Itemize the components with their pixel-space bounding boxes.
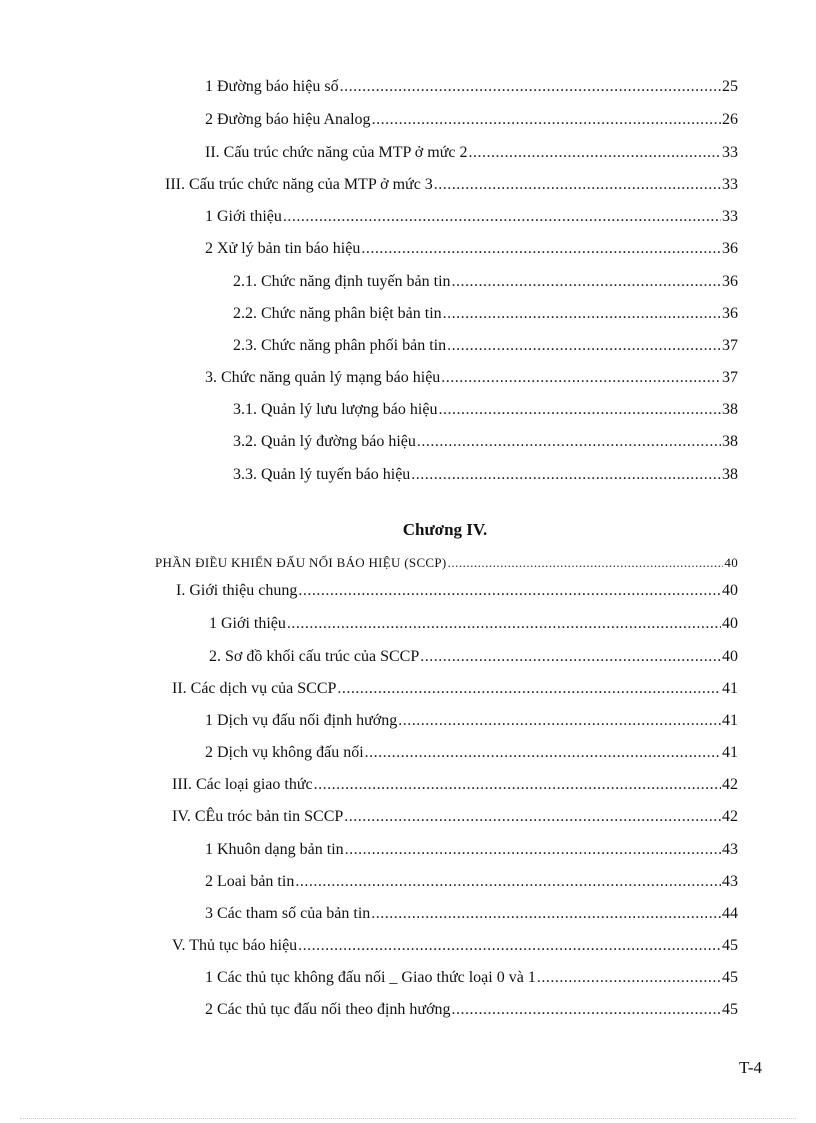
dot-leader [287, 614, 721, 634]
dot-leader [452, 272, 721, 292]
dot-leader [298, 936, 721, 956]
dot-leader [337, 679, 721, 699]
dot-leader [448, 553, 724, 573]
dot-leader [314, 775, 721, 795]
toc-entry [205, 207, 738, 227]
toc-entry-page: 37 [722, 369, 738, 386]
toc-entry-page: 45 [722, 937, 738, 954]
toc-entry [205, 77, 738, 97]
toc-entry-label: IV. CÊu tróc bản tin SCCP [172, 808, 344, 825]
toc-entry-label: II. Cấu trúc chức năng của MTP ở mức 2 [205, 144, 468, 161]
toc-entry [155, 553, 738, 573]
toc-entry-label: I. Giới thiệu chung [176, 582, 298, 599]
dot-leader [345, 840, 721, 860]
dot-leader [438, 400, 721, 420]
toc-entry-label: 1 Các thủ tục không đấu nối _ Giao thức loại 0 và 1 [205, 969, 536, 986]
toc-entry-label: 3 Các tham số của bản tin [205, 905, 371, 922]
toc-entry [205, 711, 738, 731]
toc-entry-page: 40 [722, 615, 738, 632]
dot-leader [443, 304, 721, 324]
toc-entry-page: 33 [722, 144, 738, 161]
toc-entry-page: 42 [722, 808, 738, 825]
toc-entry-label: 2.1. Chức năng định tuyến bản tin [233, 273, 451, 290]
toc-entry [205, 143, 738, 163]
toc-entry [233, 432, 738, 452]
toc-entry-label: 2 Xử lý bản tin báo hiệu [205, 240, 361, 257]
toc-entry-label: 1 Dịch vụ đấu nối định hướng [205, 712, 398, 729]
toc-entry-page: 38 [722, 433, 738, 450]
dot-leader [468, 143, 721, 163]
toc-entry-label: 3.3. Quản lý tuyến báo hiệu [233, 466, 411, 483]
dot-leader [298, 581, 721, 601]
toc-entry [209, 614, 738, 634]
dot-leader [411, 465, 721, 485]
toc-entry-page: 26 [722, 111, 738, 128]
toc-entry-page: 40 [722, 582, 738, 599]
dot-leader [361, 239, 721, 259]
toc-entry-page: 45 [722, 1001, 738, 1018]
toc-entry-page: 45 [722, 969, 738, 986]
toc-entry [176, 581, 738, 601]
toc-entry-page: 38 [722, 401, 738, 418]
toc-entry [165, 175, 738, 195]
toc-entry-label: 1 Giới thiệu [209, 615, 286, 632]
toc-entry [233, 465, 738, 485]
toc-entry [205, 239, 738, 259]
toc-entry-page: 43 [722, 841, 738, 858]
toc-entry-label: III. Các loại giao thức [172, 776, 313, 793]
toc-entry [205, 872, 738, 892]
dot-leader [441, 368, 721, 388]
dot-leader [417, 432, 721, 452]
toc-entry-label: 2. Sơ đồ khối cấu trúc của SCCP [209, 648, 420, 665]
toc-entry-page: 25 [722, 78, 738, 95]
toc-entry [205, 1000, 738, 1020]
toc-entry [172, 775, 738, 795]
toc-entry [233, 336, 738, 356]
toc-entry-label: 2 Đường báo hiệu Analog [205, 111, 371, 128]
dot-leader [371, 904, 721, 924]
toc-entry-label: 2.3. Chức năng phân phối bản tin [233, 337, 447, 354]
toc-entry-page: 44 [722, 905, 738, 922]
toc-entry [205, 968, 738, 988]
toc-entry-label: 3.1. Quản lý lưu lượng báo hiệu [233, 401, 438, 418]
toc-entry-label: PHẦN ĐIỀU KHIỂN ĐẤU NỐI BÁO HIỆU (SCCP) [155, 555, 447, 570]
toc-entry-page: 36 [722, 305, 738, 322]
dot-leader [283, 207, 721, 227]
dot-leader [434, 175, 721, 195]
toc-entry-page: 37 [722, 337, 738, 354]
toc-entry-page: 43 [722, 873, 738, 890]
toc-entry-label: III. Cấu trúc chức năng của MTP ở mức 3 [165, 176, 433, 193]
toc-entry-page: 33 [722, 208, 738, 225]
toc-entry [172, 936, 738, 956]
toc-entry-label: 2 Dịch vụ không đấu nối [205, 744, 364, 761]
toc-entry-page: 36 [722, 273, 738, 290]
dot-leader [452, 1000, 721, 1020]
toc-entry [209, 647, 738, 667]
toc-entry-label: 1 Khuôn dạng bản tin [205, 841, 344, 858]
dot-leader [372, 110, 721, 130]
toc-entry-page: 40 [724, 555, 738, 570]
chapter-title: Chương IV. [402, 520, 488, 539]
page-number: T-4 [739, 1058, 762, 1077]
dot-leader [365, 743, 721, 763]
toc-entry-page: 36 [722, 240, 738, 257]
page-bottom-rule [20, 1118, 796, 1119]
toc-entry [205, 840, 738, 860]
toc-entry-page: 33 [722, 176, 738, 193]
dot-leader [344, 807, 721, 827]
dot-leader [398, 711, 721, 731]
toc-entry [172, 679, 738, 699]
toc-entry-page: 41 [722, 712, 738, 729]
dot-leader [340, 77, 721, 97]
toc-entry [233, 400, 738, 420]
toc-entry-label: 1 Đường báo hiệu số [205, 78, 339, 95]
toc-entry-label: 3. Chức năng quản lý mạng báo hiệu [205, 369, 441, 386]
toc-entry-label: 2 Các thủ tục đấu nối theo định hướng [205, 1001, 451, 1018]
toc-entry-page: 42 [722, 776, 738, 793]
toc-entry [205, 110, 738, 130]
toc-entry-page: 41 [722, 680, 738, 697]
toc-entry-page: 40 [722, 648, 738, 665]
toc-entry [205, 368, 738, 388]
dot-leader [537, 968, 721, 988]
toc-entry-label: 2 Loai bản tin [205, 873, 295, 890]
toc-entry [233, 304, 738, 324]
dot-leader [420, 647, 721, 667]
toc-entry-page: 38 [722, 466, 738, 483]
dot-leader [295, 872, 721, 892]
toc-entry [205, 743, 738, 763]
toc-entry-label: 2.2. Chức năng phân biệt bản tin [233, 305, 442, 322]
toc-entry [233, 272, 738, 292]
dot-leader [447, 336, 721, 356]
toc-entry [172, 807, 738, 827]
toc-entry-page: 41 [722, 744, 738, 761]
toc-entry-label: 3.2. Quản lý đường báo hiệu [233, 433, 416, 450]
toc-entry-label: II. Các dịch vụ của SCCP [172, 680, 337, 697]
toc-entry [205, 904, 738, 924]
toc-entry-label: 1 Giới thiệu [205, 208, 282, 225]
toc-entry-label: V. Thủ tục báo hiệu [172, 937, 298, 954]
